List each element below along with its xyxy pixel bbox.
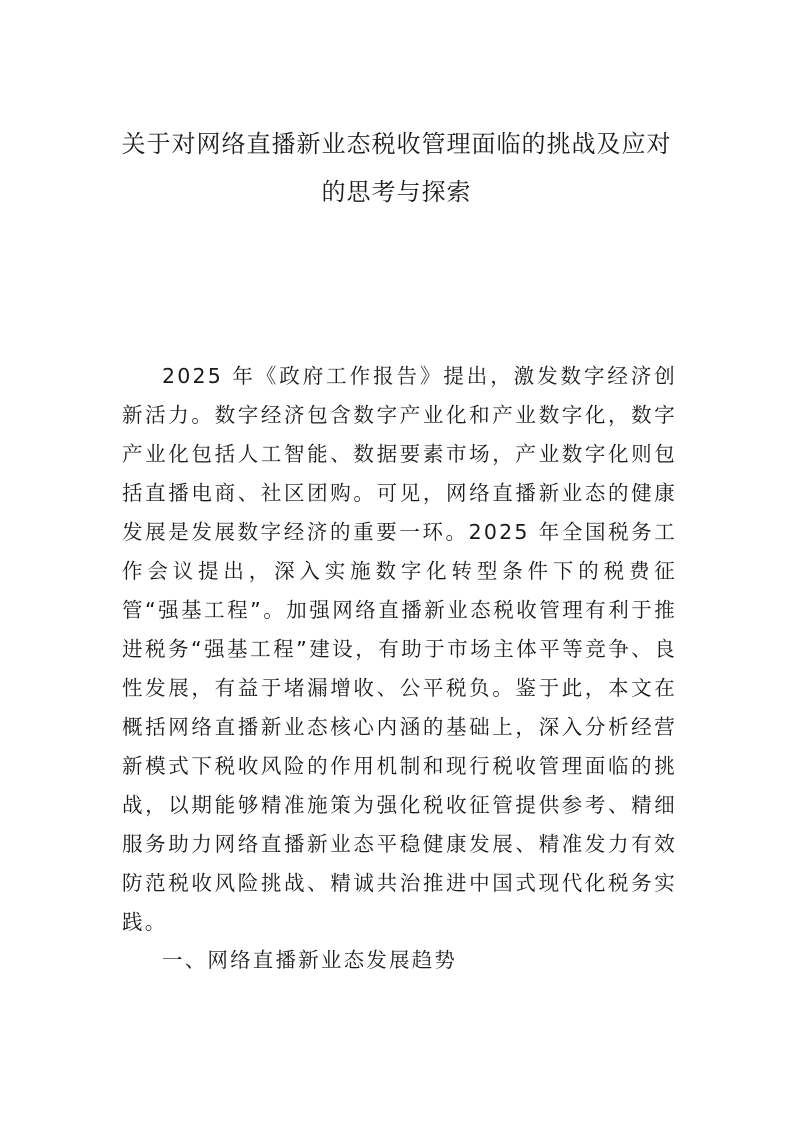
title-line-1: 关于对网络直播新业态税收管理面临的挑战及应对 xyxy=(121,130,672,158)
body-paragraph: 2025 年《政府工作报告》提出，激发数字经济创新活力。数字经济包含数字产业化和产业数字化，数字产业化包括人工智能、数据要素市场，产业数字化则包括直播电商、社区团购。可见，网络直播新业态的健康发展是发展数字经济的重要一环。2025 年全国税务工作会议提出，深入实施数字化转型条件下的税费征管“强基工程”。加强网络直播新业态税收管理有利于推进税务“强基工程”建设，有助于市场主体平等竞争、良性发展，有益于堵漏增收、公平税负。鉴于此，本文在概括网络直播新业态核心内涵的基础上，深入分析经营新模式下税收风险的作用机制和现行税收管理面临的挑战，以期能够精准施策为强化税收征管提供参考、精细服务助力网络直播新业态平稳健康发展、精准发力有效防范税收风险挑战、精诚共治推进中国式现代化税务实践。 xyxy=(122,364,677,934)
title-line-2: 的思考与探索 xyxy=(321,178,472,206)
section-heading: 一、网络直播新业态发展趋势 xyxy=(162,948,458,972)
document-title xyxy=(0,120,793,216)
